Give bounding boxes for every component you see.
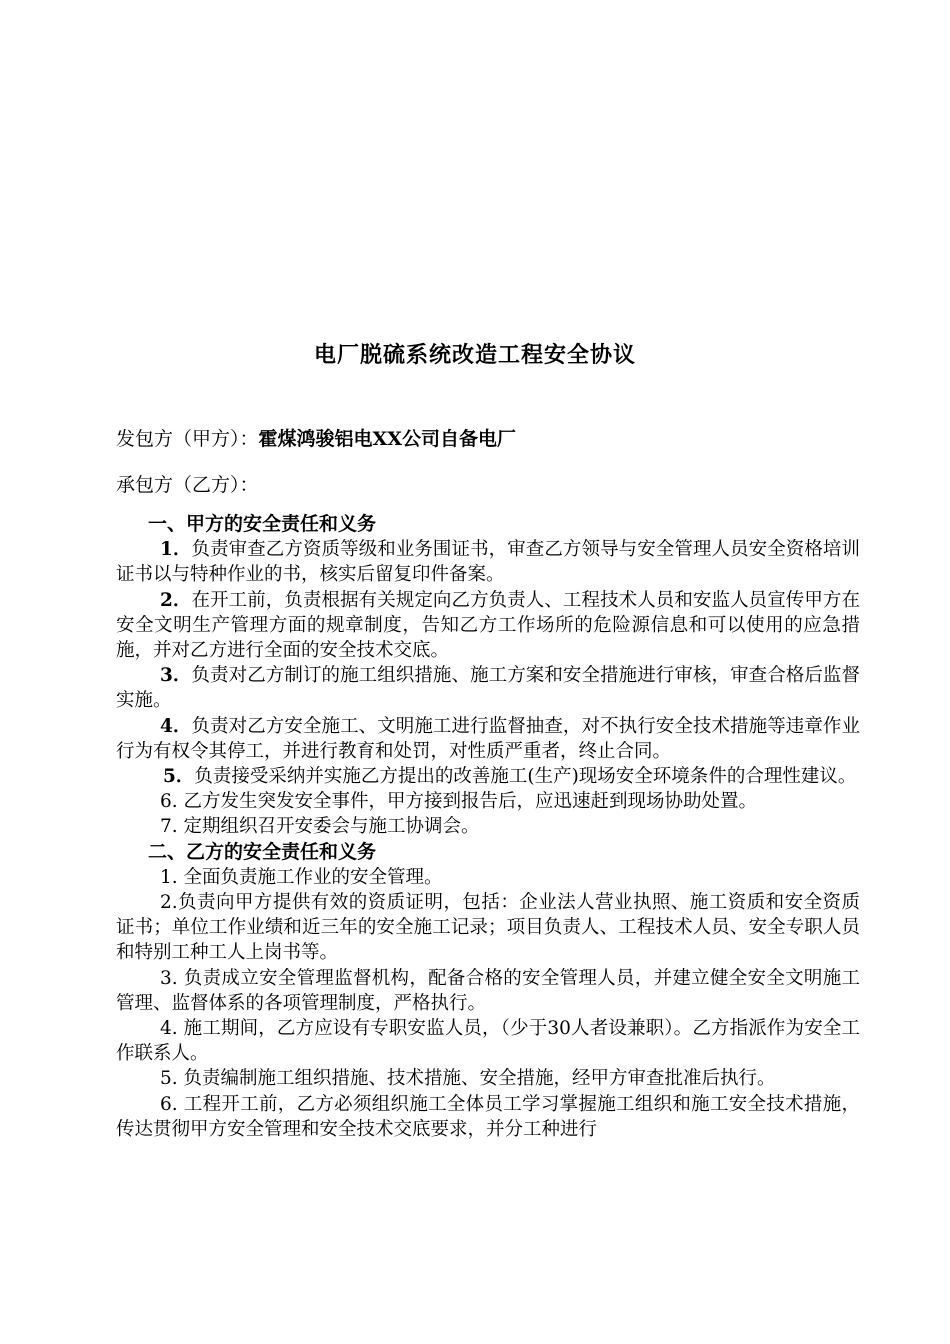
- list-item: [116, 714, 860, 764]
- document-title: 电厂脱硫系统改造工程安全协议: [313, 342, 636, 368]
- party-b-label: 承包方（乙方）：: [116, 474, 259, 496]
- item-text: 定期组织召开安委会与施工协调会。: [177, 816, 480, 838]
- item-number: 6.: [160, 1093, 178, 1115]
- item-number: 5．: [163, 766, 195, 788]
- list-item: [116, 1066, 860, 1091]
- item-text: 负责向甲方提供有效的资质证明，包括：企业法人营业执照、施工资质和安全资质证书；单位工作业绩和近三年的安全施工记录；项目负责人、工程技术人员、安全专职人员和特别工种工人上岗书等。: [116, 892, 860, 964]
- item-text: 负责对乙方制订的施工组织措施、施工方案和安全措施进行审核，审查合格后监督实施。: [116, 665, 860, 712]
- item-text: 负责对乙方安全施工、文明施工进行监督抽查，对不执行安全技术措施等违章作业行为有权令其停工，并进行教育和处罚，对性质严重者，终止合同。: [116, 715, 860, 762]
- list-item: [116, 865, 860, 890]
- item-text: 乙方发生突发安全事件，甲方接到报告后，应迅速赶到现场协助处置。: [177, 791, 758, 813]
- item-number: 4.: [160, 1018, 178, 1040]
- item-number: 5.: [160, 1068, 178, 1090]
- party-a-name: 霍煤鸿骏铝电XX公司自备电厂: [258, 428, 516, 450]
- list-item: [116, 588, 860, 664]
- item-text: 工程开工前，乙方必须组织施工全体员工学习掌握施工组织和施工安全技术措施，传达贯彻甲方安全管理和安全技术交底要求，并分工种进行: [116, 1093, 860, 1140]
- list-item: [116, 890, 860, 966]
- item-text: 负责成立安全管理监督机构，配备合格的安全管理人员，并建立健全安全文明施工管理、监督体系的各项管理制度，严格执行。: [116, 967, 860, 1014]
- item-text: 在开工前，负责根据有关规定向乙方负责人、工程技术人员和安监人员宣传甲方在安全文明生产管理方面的规章制度，告知乙方工作场所的危险源信息和可以使用的应急措施，并对乙方进行全面的安全技术交底。: [116, 589, 860, 662]
- list-item: [116, 663, 860, 713]
- list-item: [116, 814, 860, 839]
- agreement-body: [116, 512, 860, 1142]
- item-number: 4．: [160, 715, 192, 737]
- section-heading: 二、乙方的安全责任和义务: [148, 840, 377, 863]
- party-a-label: 发包方（甲方）：: [116, 428, 259, 450]
- item-number: 2．: [160, 589, 192, 611]
- item-number: 2.: [160, 892, 178, 914]
- list-item: [116, 789, 860, 814]
- section-heading: 一、甲方的安全责任和义务: [148, 513, 377, 535]
- list-item: [116, 537, 860, 587]
- list-item: [116, 764, 860, 789]
- party-b-line: [116, 470, 259, 497]
- item-number: 6.: [160, 791, 178, 813]
- item-text: 施工期间，乙方应设有专职安监人员，（少于30人者设兼职）。乙方指派作为安全工作联系人。: [116, 1018, 860, 1065]
- item-number: 7.: [160, 816, 178, 838]
- list-item: [116, 966, 860, 1016]
- item-number: 1.: [160, 866, 178, 888]
- item-text: 全面负责施工作业的安全管理。: [177, 866, 443, 888]
- item-number: 3.: [160, 967, 178, 989]
- item-number: 3．: [160, 665, 192, 687]
- list-item: [116, 1016, 860, 1066]
- item-text: 负责接受采纳并实施乙方提出的改善施工(生产)现场安全环境条件的合理性建议。: [194, 766, 857, 788]
- party-a-line: [116, 424, 516, 451]
- item-text: 负责审查乙方资质等级和业务围证书，审查乙方领导与安全管理人员安全资格培训证书以与特种作业的书，核实后留复印件备案。: [116, 539, 860, 586]
- item-number: 1．: [160, 539, 192, 561]
- list-item: [116, 1092, 860, 1142]
- item-text: 负责编制施工组织措施、技术措施、安全措施，经甲方审查批准后执行。: [177, 1068, 776, 1090]
